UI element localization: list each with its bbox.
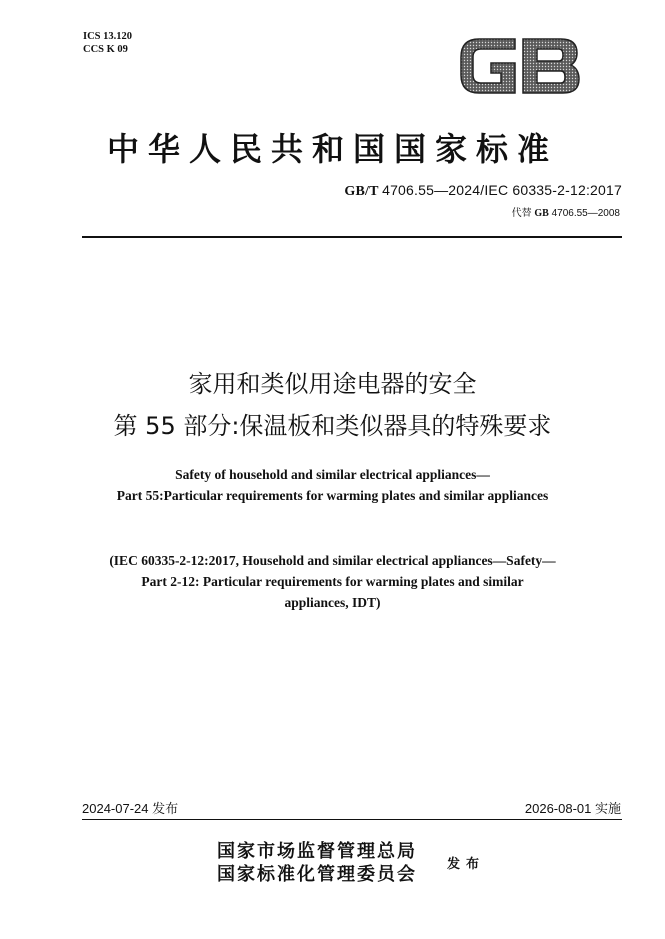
cn-title-line-1: 家用和类似用途电器的安全 (188, 370, 477, 398)
publish-date: 2024-07-24 发布 (82, 801, 179, 816)
standard-number-prefix: GB/T (344, 184, 379, 199)
implement-date: 2026-08-01 实施 (524, 801, 621, 816)
gb-logo (457, 35, 583, 97)
replaces-label: 代替 (511, 208, 532, 219)
issuing-authorities (217, 840, 417, 886)
ics-code: ICS 13.120 (83, 31, 133, 42)
replaces-number: 4706.55—2008 (551, 208, 620, 219)
standard-number-rest: 4706.55—2024/IEC 60335-2-12:2017 (382, 182, 622, 198)
adoption-line-2: Part 2-12: Particular requirements for warming plates and similar (141, 574, 524, 589)
gb-logo-text: GB (519, 71, 521, 72)
adoption-line-3: appliances, IDT) (284, 595, 381, 610)
adoption-statement (0, 550, 665, 613)
cn-title-line-2: 第 55 部分:保温板和类似器具的特殊要求 (113, 412, 552, 440)
issuer-sac: 国家标准化管理委员会 (217, 864, 417, 885)
adoption-line-1: (IEC 60335-2-12:2017, Household and similar electrical appliances—Safety— (109, 553, 556, 568)
standard-number (344, 182, 622, 200)
english-title (0, 464, 665, 506)
ccs-code: CCS K 09 (83, 44, 128, 55)
classification-codes (83, 30, 132, 56)
issue-label: 发布 (447, 857, 486, 872)
replaces-prefix: GB (534, 208, 549, 219)
issuer-samr: 国家市场监督管理总局 (217, 841, 417, 862)
header-divider (82, 236, 622, 238)
english-title-line-2: Part 55:Particular requirements for warming plates and similar appliances (116, 488, 549, 503)
standard-title: 中华人民共和国国家标准 (106, 130, 558, 168)
footer-divider (82, 819, 622, 820)
english-title-line-1: Safety of household and similar electrical appliances— (175, 467, 490, 482)
replaces-note (512, 204, 620, 219)
